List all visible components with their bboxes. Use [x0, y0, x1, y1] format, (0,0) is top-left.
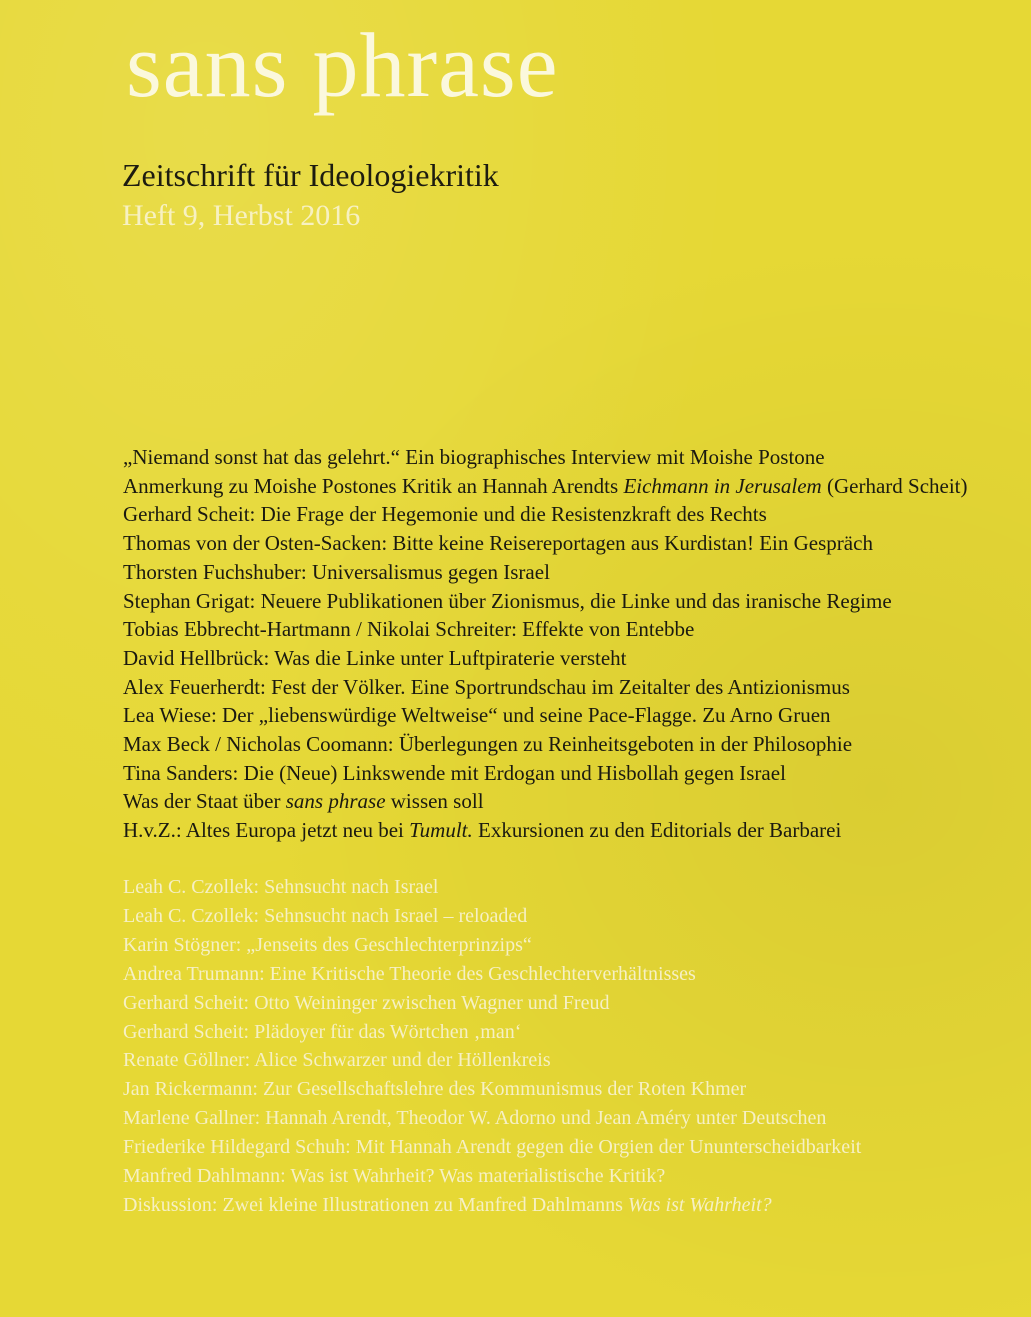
- contents-entry: Gerhard Scheit: Plädoyer für das Wörtchen ‚man‘: [123, 1020, 522, 1043]
- contents-entry: [123, 472, 1023, 501]
- contents-list-primary: [123, 443, 1023, 845]
- contents-entry: Andrea Trumann: Eine Kritische Theorie des Geschlechterverhältnisses: [123, 962, 696, 985]
- contents-entry: Lea Wiese: Der „liebenswürdige Weltweise“ und seine Pace-Flagge. Zu Arno Gruen: [123, 703, 831, 728]
- contents-entry: „Niemand sonst hat das gelehrt.“ Ein biographisches Interview mit Moishe Postone: [123, 445, 825, 469]
- contents-entry-text: Anmerkung zu Moishe Postones Kritik an Hannah Arendts: [123, 473, 624, 498]
- contents-entry-text: Diskussion: Zwei kleine Illustrationen zu Manfred Dahlmanns: [123, 1193, 628, 1216]
- contents-entry-title-italic: sans phrase: [285, 789, 386, 814]
- contents-entry: David Hellbrück: Was die Linke unter Luftpiraterie versteht: [123, 645, 627, 670]
- contents-entry-text: (Gerhard Scheit): [821, 473, 968, 498]
- issue-label: Heft 9, Herbst 2016: [122, 199, 361, 232]
- contents-entry-text: Exkursionen zu den Editorials der Barbarei: [472, 818, 842, 843]
- contents-entry: Stephan Grigat: Neuere Publikationen über Zionismus, die Linke und das iranische Regime: [123, 588, 892, 613]
- contents-entry-title-italic: Eichmann in Jerusalem: [623, 473, 822, 498]
- contents-entry: Max Beck / Nicholas Coomann: Überlegungen zu Reinheitsgeboten in der Philosophie: [123, 732, 853, 757]
- contents-entry-text: H.v.Z.: Altes Europa jetzt neu bei: [123, 818, 410, 843]
- contents-entry-title-italic: Tumult.: [409, 818, 473, 843]
- contents-entry: Jan Rickermann: Zur Gesellschaftslehre des Kommunismus der Roten Khmer: [123, 1078, 747, 1101]
- contents-entry: [123, 816, 1023, 845]
- contents-entry: Leah C. Czollek: Sehnsucht nach Israel: [123, 876, 439, 898]
- contents-entry: Tobias Ebbrecht-Hartmann / Nikolai Schreiter: Effekte von Entebbe: [123, 617, 695, 642]
- contents-entry: Karin Stögner: „Jenseits des Geschlechterprinzips“: [123, 933, 532, 956]
- contents-entry: Leah C. Czollek: Sehnsucht nach Israel – reloaded: [123, 904, 528, 927]
- journal-subtitle: Zeitschrift für Ideologiekritik: [122, 157, 499, 193]
- contents-entry: Alex Feuerherdt: Fest der Völker. Eine Sportrundschau im Zeitalter des Antizionismus: [123, 674, 850, 699]
- contents-entry: [123, 787, 1023, 816]
- contents-entry: Gerhard Scheit: Otto Weininger zwischen Wagner und Freud: [123, 991, 610, 1014]
- contents-entry: Renate Göllner: Alice Schwarzer und der Höllenkreis: [123, 1049, 551, 1072]
- contents-entry: [123, 1191, 1023, 1220]
- contents-entry-text: Was der Staat über: [123, 789, 286, 814]
- contents-entry: Gerhard Scheit: Die Frage der Hegemonie und die Resistenzkraft des Rechts: [123, 502, 767, 527]
- contents-entry-text: wissen soll: [385, 789, 484, 814]
- contents-entry: Marlene Gallner: Hannah Arendt, Theodor W. Adorno und Jean Améry unter Deutschen: [123, 1107, 827, 1130]
- contents-entry: Thorsten Fuchshuber: Universalismus gegen Israel: [123, 559, 550, 584]
- contents-list-secondary: [123, 873, 1023, 1220]
- contents-entry: Manfred Dahlmann: Was ist Wahrheit? Was materialistische Kritik?: [123, 1165, 666, 1188]
- journal-title: sans phrase: [126, 14, 559, 116]
- contents-entry: Thomas von der Osten-Sacken: Bitte keine Reisereportagen aus Kurdistan! Ein Gespräch: [123, 531, 873, 556]
- contents-entry-title-italic: Was ist Wahrheit?: [627, 1193, 772, 1216]
- contents-entry: Tina Sanders: Die (Neue) Linkswende mit Erdogan und Hisbollah gegen Israel: [123, 760, 786, 785]
- contents-entry: Friederike Hildegard Schuh: Mit Hannah Arendt gegen die Orgien der Ununterscheidbarkeit: [123, 1136, 862, 1159]
